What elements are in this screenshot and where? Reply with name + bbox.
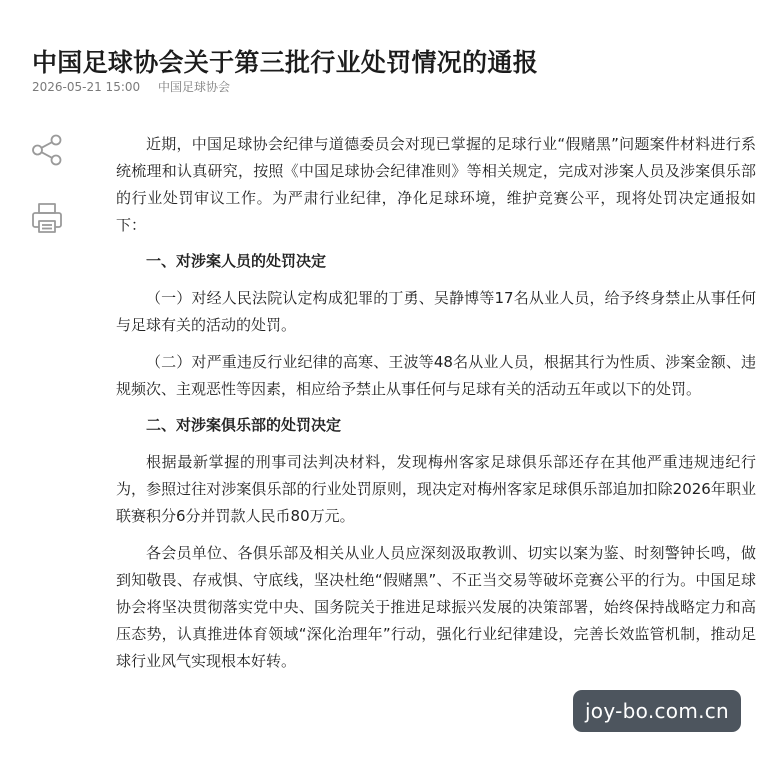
club-penalty-paragraph: 根据最新掌握的刑事司法判决材料，发现梅州客家足球俱乐部还存在其他严重违规违纪行为，参照过往对涉案俱乐部的行业处罚原则，现决定对梅州客家足球俱乐部追加扣除2026年职业联赛积分6分并罚款人民币80万元。 xyxy=(116,453,756,525)
article-meta xyxy=(32,79,230,95)
print-icon[interactable] xyxy=(30,201,64,235)
share-icon[interactable] xyxy=(30,133,64,167)
section-heading-club: 二、对涉案俱乐部的处罚决定 xyxy=(146,416,342,434)
section-heading-personnel: 一、对涉案人员的处罚决定 xyxy=(146,252,327,270)
article-source: 中国足球协会 xyxy=(157,80,230,94)
personnel-item-2: （二）对严重违反行业纪律的高寒、王波等48名从业人员，根据其行为性质、涉案金额、违规频次、主观恶性等因素，相应给予禁止从事任何与足球有关的活动五年或以下的处罚。 xyxy=(116,353,756,398)
closing-paragraph: 各会员单位、各俱乐部及相关从业人员应深刻汲取教训、切实以案为鉴、时刻警钟长鸣，做到知敬畏、存戒惧、守底线，坚决杜绝“假赌黑”、不正当交易等破坏竞赛公平的行为。中国足球协会将坚决贯彻落实党中央、国务院关于推进足球振兴发展的决策部署，始终保持战略定力和高压态势，认真推进体育领域“深化治理年”行动，强化行业纪律建设，完善长效监管机制，推动足球行业风气实现根本好转。 xyxy=(116,544,756,670)
article-title: 中国足球协会关于第三批行业处罚情况的通报 xyxy=(32,47,539,77)
article-body xyxy=(116,131,756,675)
site-watermark: joy-bo.com.cn xyxy=(573,690,741,732)
intro-paragraph: 近期，中国足球协会纪律与道德委员会对现已掌握的足球行业“假赌黑”问题案件材料进行系统梳理和认真研究，按照《中国足球协会纪律准则》等相关规定，完成对涉案人员及涉案俱乐部的行业处罚审议工作。为严肃行业纪律，净化足球环境，维护竞赛公平，现将处罚决定通报如下： xyxy=(116,135,756,234)
personnel-item-1: （一）对经人民法院认定构成犯罪的丁勇、吴静博等17名从业人员，给予终身禁止从事任何与足球有关的活动的处罚。 xyxy=(116,289,756,334)
publish-date: 2026-05-21 15:00 xyxy=(32,80,141,94)
